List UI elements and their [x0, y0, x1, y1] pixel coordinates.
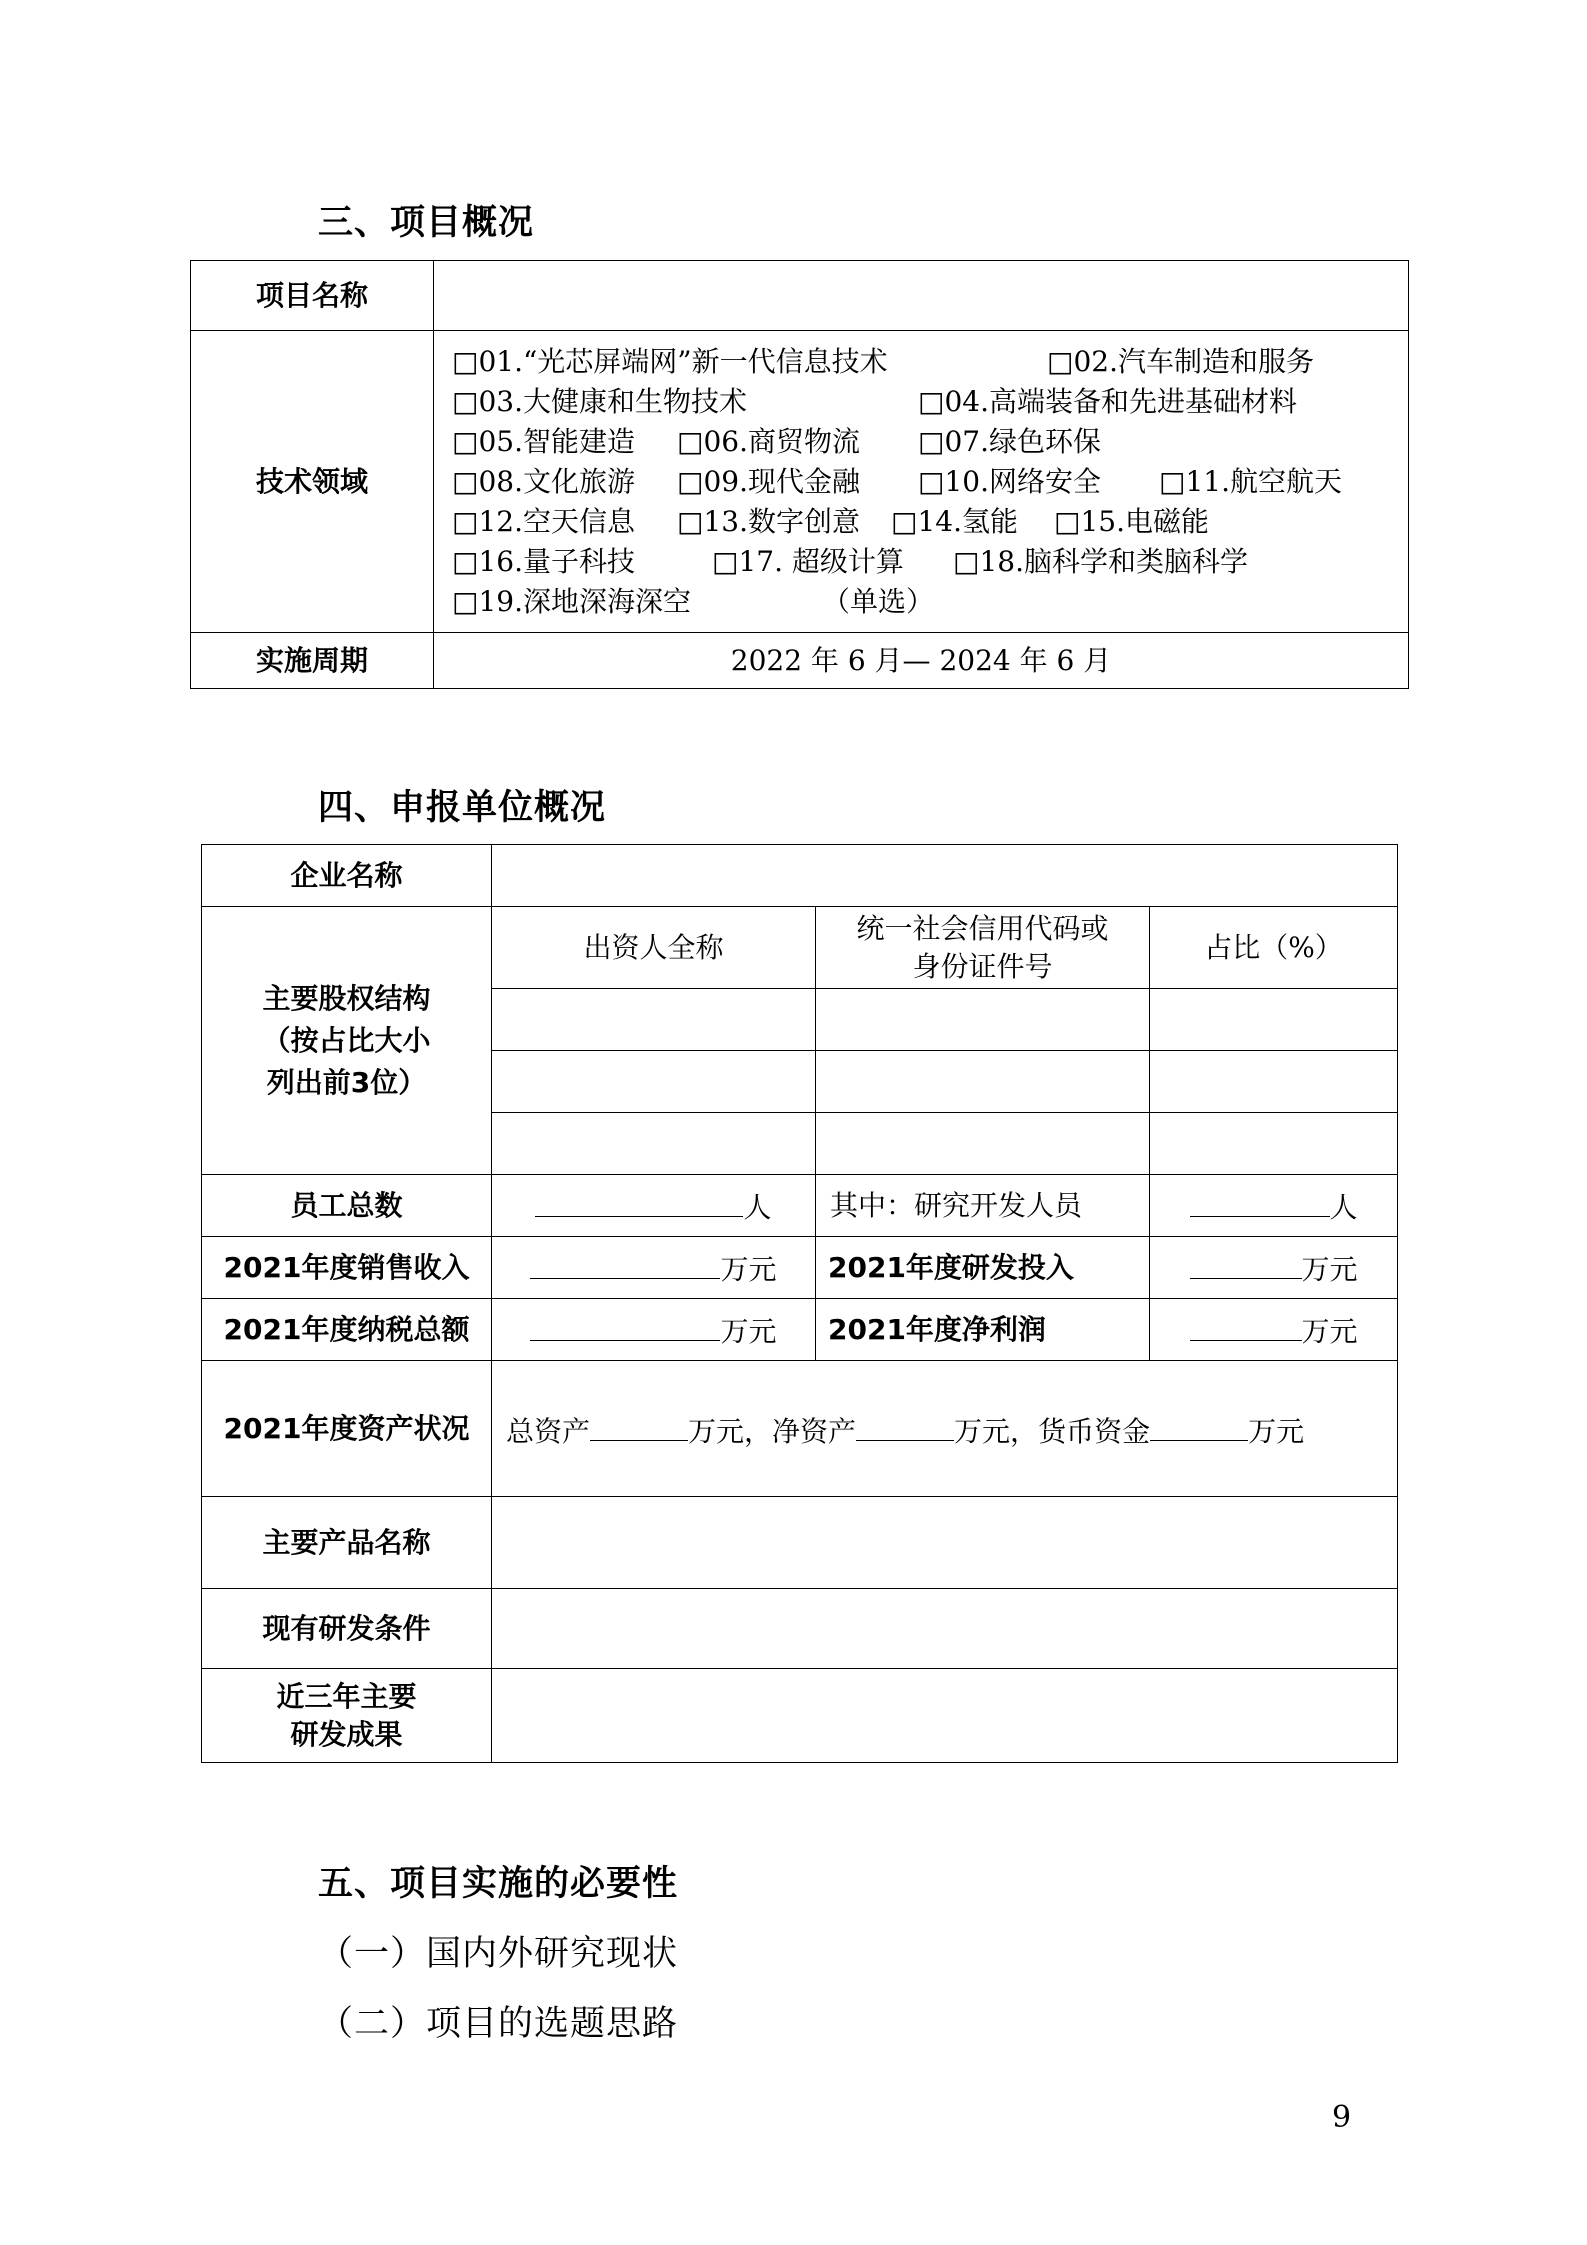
assets-cash-label: 货币资金 — [1038, 1414, 1151, 1448]
rd-conditions-field[interactable] — [492, 1589, 1398, 1669]
tech-area-option[interactable]: □15.电磁能 — [1054, 504, 1209, 538]
assets-label: 2021年度资产状况 — [202, 1361, 492, 1497]
tech-area-row — [452, 462, 1408, 502]
assets-net-unit: 万元， — [954, 1414, 1039, 1448]
rd-staff-unit: 人 — [1329, 1190, 1358, 1224]
rd-results-field[interactable] — [492, 1669, 1398, 1763]
tech-area-row — [452, 542, 1408, 582]
tech-area-option[interactable]: □03.大健康和生物技术 — [452, 384, 747, 418]
assets-total-label: 总资产 — [506, 1414, 591, 1448]
sales-unit: 万元 — [720, 1252, 777, 1286]
section4-title: 四、申报单位概况 — [318, 788, 607, 828]
company-overview-table — [201, 844, 1398, 1763]
sales-label: 2021年度销售收入 — [202, 1237, 492, 1299]
tech-area-option[interactable]: □06.商贸物流 — [677, 424, 860, 458]
tech-area-option[interactable]: □02.汽车制造和服务 — [1047, 344, 1314, 378]
rd-results-label-line: 研发成果 — [290, 1717, 403, 1751]
staff-unit: 人 — [743, 1190, 772, 1224]
tax-label: 2021年度纳税总额 — [202, 1299, 492, 1361]
equity-cell[interactable] — [1150, 1051, 1398, 1113]
tech-area-row — [452, 382, 1408, 422]
profit-label: 2021年度净利润 — [816, 1299, 1150, 1361]
rd-invest-field[interactable] — [1150, 1237, 1398, 1299]
tech-area-option[interactable]: □08.文化旅游 — [452, 464, 635, 498]
tax-field[interactable] — [492, 1299, 816, 1361]
tax-unit: 万元 — [720, 1314, 777, 1348]
page-number: 9 — [1332, 2100, 1352, 2135]
tech-area-label: 技术领域 — [191, 331, 434, 633]
rd-invest-unit: 万元 — [1301, 1252, 1358, 1286]
assets-cash-unit: 万元 — [1248, 1414, 1305, 1448]
tech-area-row — [452, 342, 1408, 382]
project-overview-table — [190, 260, 1409, 689]
equity-header-investor: 出资人全称 — [492, 907, 816, 989]
tech-area-option[interactable]: □13.数字创意 — [677, 504, 860, 538]
sales-field[interactable] — [492, 1237, 816, 1299]
products-label: 主要产品名称 — [202, 1497, 492, 1589]
rd-staff-label: 其中：研究开发人员 — [816, 1175, 1150, 1237]
project-name-field[interactable] — [434, 261, 1409, 331]
tech-area-option[interactable]: □04.高端装备和先进基础材料 — [918, 384, 1297, 418]
single-choice-note: （单选） — [822, 584, 935, 618]
section5-title: 五、项目实施的必要性 — [318, 1864, 679, 1904]
company-name-label: 企业名称 — [202, 845, 492, 907]
project-name-label: 项目名称 — [191, 261, 434, 331]
equity-cell[interactable] — [816, 1113, 1150, 1175]
staff-total-label: 员工总数 — [202, 1175, 492, 1237]
products-field[interactable] — [492, 1497, 1398, 1589]
equity-cell[interactable] — [492, 989, 816, 1051]
equity-header-share: 占比（%） — [1150, 907, 1398, 989]
period-value: 2022 年 6 月— 2024 年 6 月 — [434, 633, 1409, 689]
rd-staff-field[interactable] — [1150, 1175, 1398, 1237]
tech-area-option[interactable]: □12.空天信息 — [452, 504, 635, 538]
tech-area-row — [452, 422, 1408, 462]
tech-area-option[interactable]: □14.氢能 — [891, 504, 1018, 538]
equity-label-line: 主要股权结构 — [262, 981, 431, 1015]
tech-area-option[interactable]: □18.脑科学和类脑科学 — [953, 544, 1248, 578]
assets-total-field[interactable] — [590, 1408, 688, 1441]
tech-area-option[interactable]: □17. 超级计算 — [712, 544, 904, 578]
equity-label-line: （按占比大小 — [262, 1023, 431, 1057]
tech-area-option[interactable]: □01.“光芯屏端网”新一代信息技术 — [452, 344, 888, 378]
section5-sub2: （二）项目的选题思路 — [318, 2004, 679, 2044]
tech-area-option[interactable]: □10.网络安全 — [918, 464, 1101, 498]
equity-cell[interactable] — [816, 989, 1150, 1051]
assets-net-field[interactable] — [856, 1408, 954, 1441]
rd-results-label-line: 近三年主要 — [276, 1679, 417, 1713]
tech-area-option[interactable]: □05.智能建造 — [452, 424, 635, 458]
equity-cell[interactable] — [816, 1051, 1150, 1113]
equity-cell[interactable] — [1150, 1113, 1398, 1175]
section5-sub1: （一）国内外研究现状 — [318, 1934, 679, 1974]
equity-cell[interactable] — [492, 1051, 816, 1113]
equity-label-line: 列出前3位） — [266, 1065, 427, 1099]
rd-invest-label: 2021年度研发投入 — [816, 1237, 1150, 1299]
tech-area-option[interactable]: □07.绿色环保 — [918, 424, 1101, 458]
assets-cash-field[interactable] — [1150, 1408, 1248, 1441]
tech-area-option[interactable]: □09.现代金融 — [677, 464, 860, 498]
tech-area-row — [452, 582, 1408, 622]
assets-total-unit: 万元， — [688, 1414, 773, 1448]
section3-title: 三、项目概况 — [318, 203, 535, 243]
assets-fields — [492, 1361, 1398, 1497]
tech-area-row — [452, 502, 1408, 542]
profit-unit: 万元 — [1301, 1314, 1358, 1348]
assets-net-label: 净资产 — [772, 1414, 857, 1448]
tech-area-option[interactable]: □16.量子科技 — [452, 544, 635, 578]
equity-header-credit-code: 统一社会信用代码或 身份证件号 — [816, 907, 1150, 989]
rd-conditions-label: 现有研发条件 — [202, 1589, 492, 1669]
company-name-field[interactable] — [492, 845, 1398, 907]
equity-cell[interactable] — [1150, 989, 1398, 1051]
profit-field[interactable] — [1150, 1299, 1398, 1361]
staff-total-field[interactable] — [492, 1175, 816, 1237]
period-label: 实施周期 — [191, 633, 434, 689]
rd-results-label — [202, 1669, 492, 1763]
tech-area-option[interactable]: □19.深地深海深空 — [452, 584, 691, 618]
tech-area-option[interactable]: □11.航空航天 — [1159, 464, 1342, 498]
tech-area-options — [434, 331, 1409, 633]
equity-cell[interactable] — [492, 1113, 816, 1175]
equity-structure-label — [202, 907, 492, 1175]
